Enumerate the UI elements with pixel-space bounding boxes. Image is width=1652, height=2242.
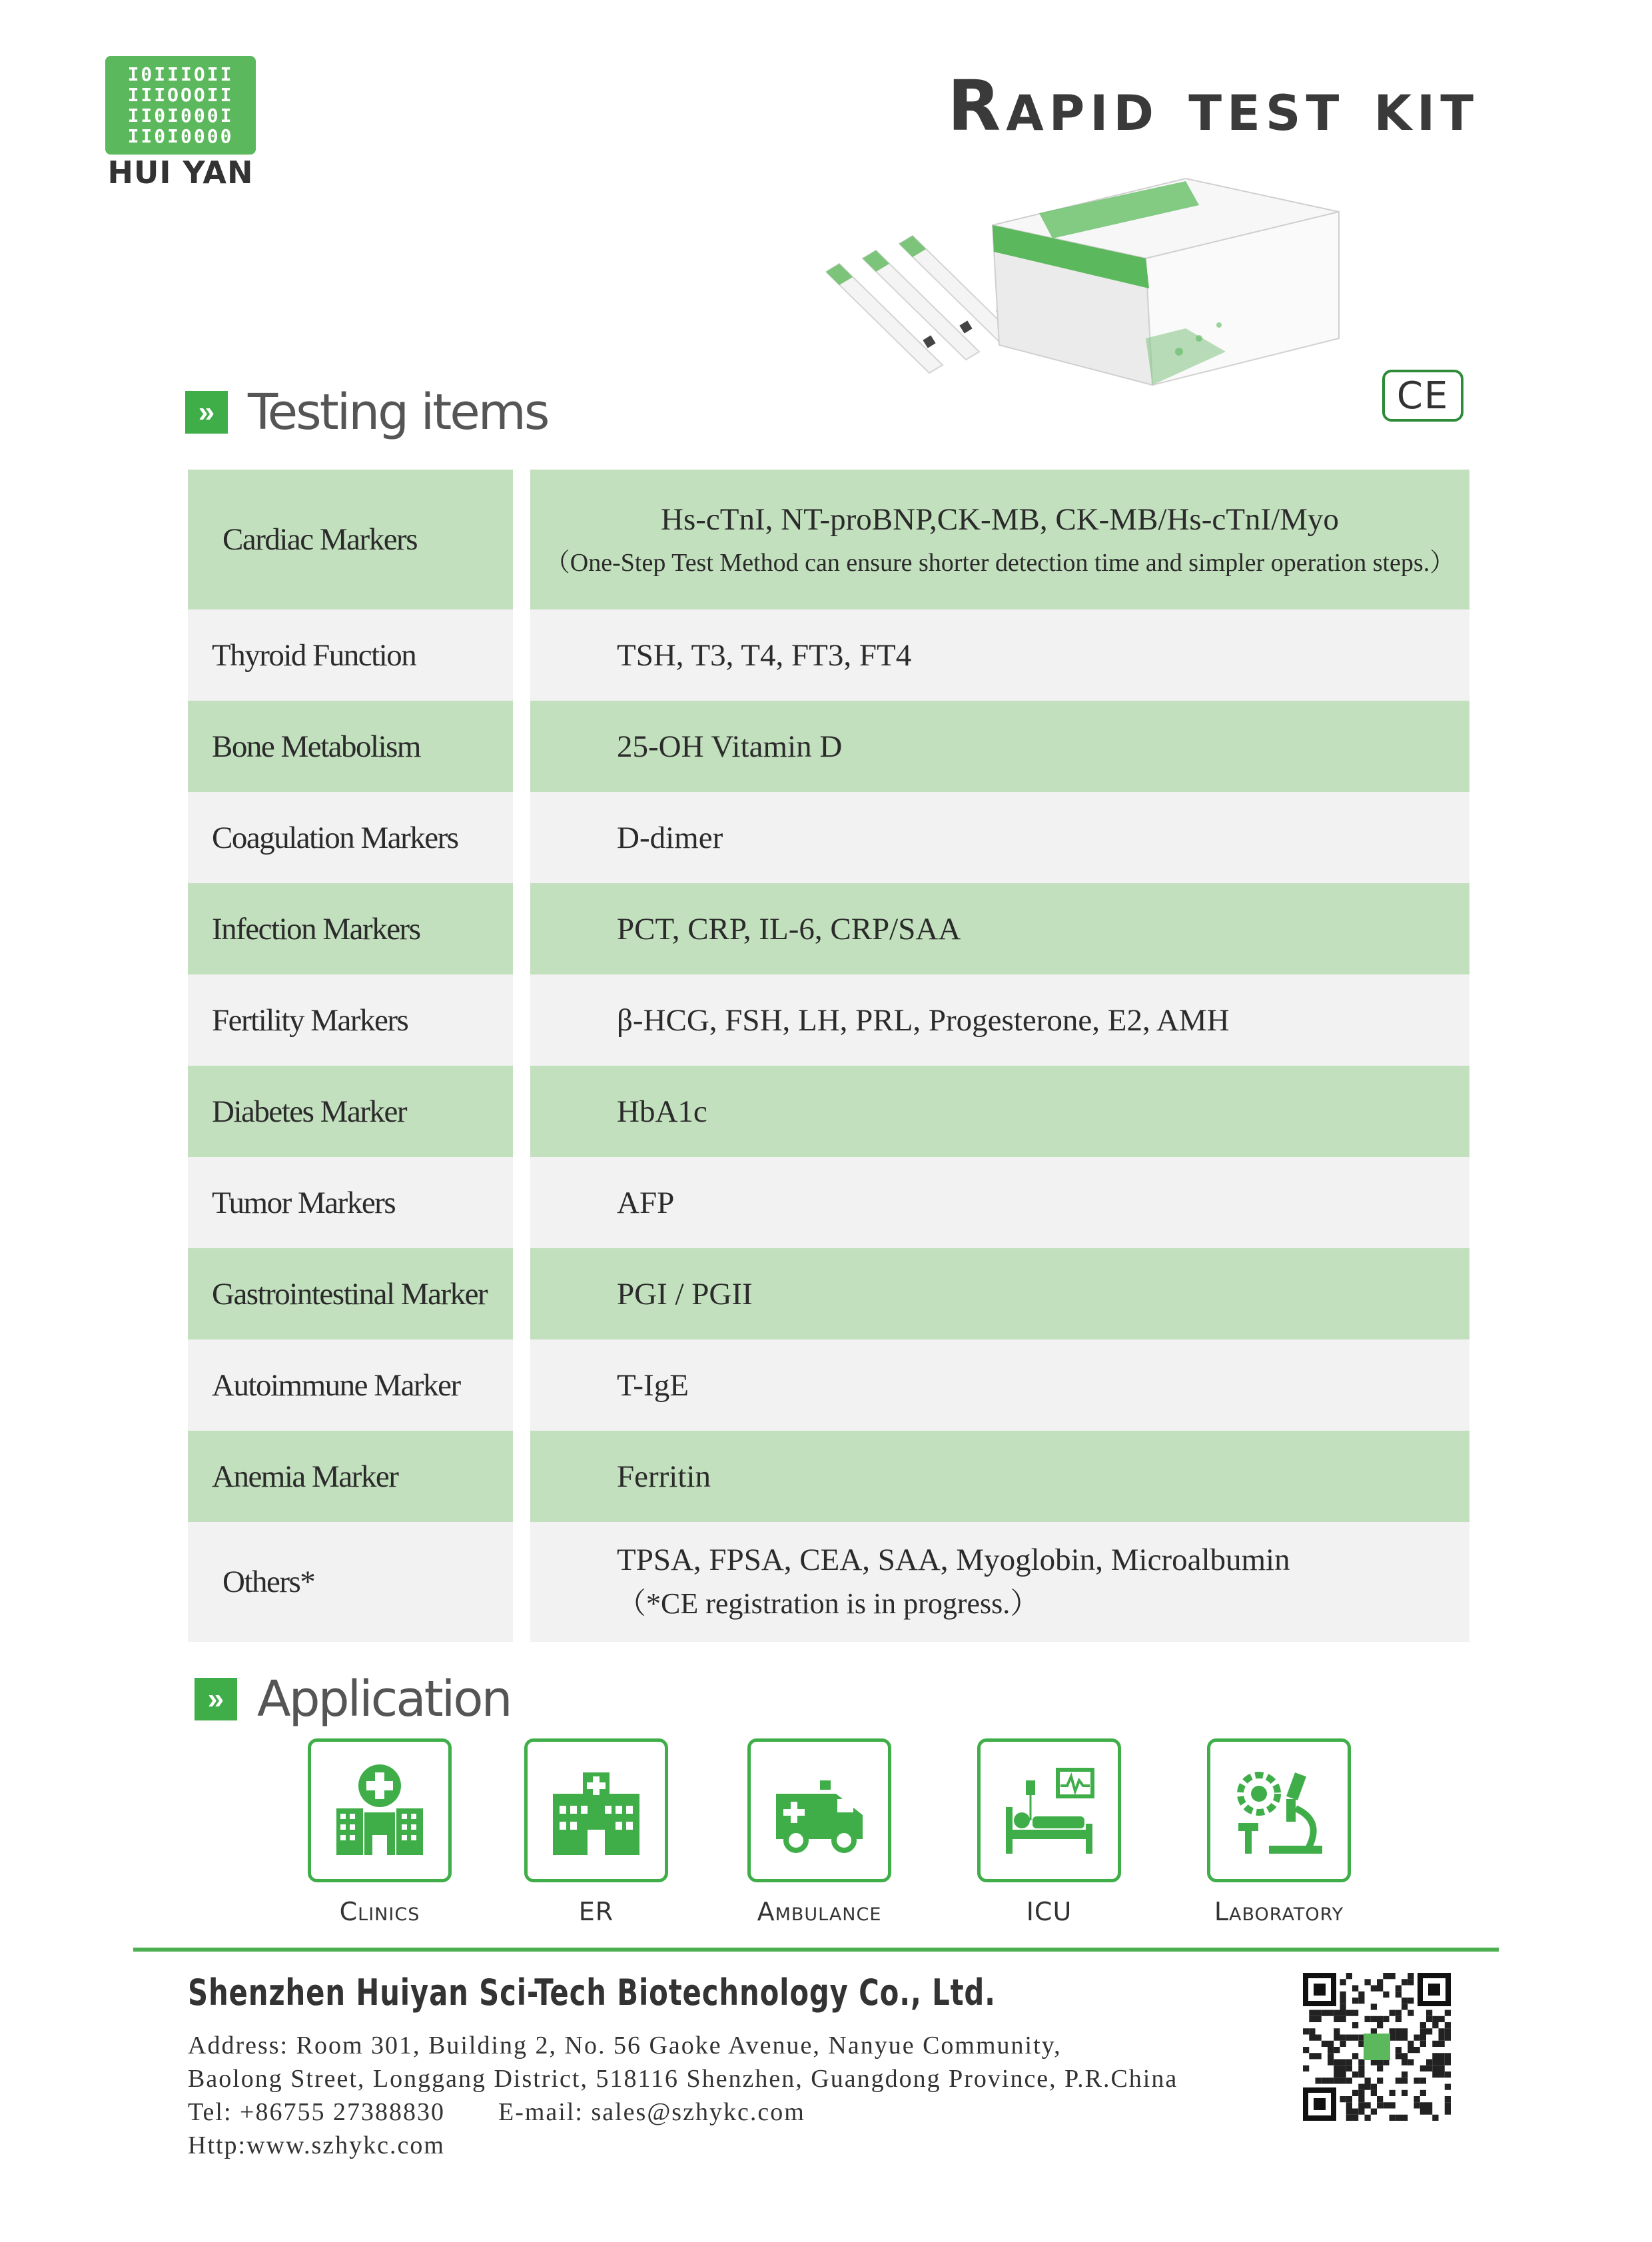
qr-code-icon bbox=[1303, 1973, 1451, 2121]
double-chevron-right-icon: » bbox=[195, 1678, 237, 1720]
application-ambulance bbox=[719, 1738, 919, 1926]
row-value: T-IgE bbox=[530, 1339, 1469, 1431]
product-kit-image bbox=[826, 172, 1359, 392]
logo-binary-row: IIIOOOII bbox=[127, 83, 234, 106]
row-label: Thyroid Function bbox=[188, 609, 513, 701]
table-row bbox=[188, 1066, 1469, 1157]
logo-binary-box bbox=[105, 56, 256, 155]
logo-binary-row: I0IIIOII bbox=[127, 63, 234, 85]
row-value: PCT, CRP, IL-6, CRP/SAA bbox=[530, 883, 1469, 974]
ambulance-icon bbox=[747, 1738, 891, 1882]
table-row bbox=[188, 1339, 1469, 1431]
row-value: Ferritin bbox=[530, 1431, 1469, 1522]
testing-items-header bbox=[185, 384, 548, 441]
ce-mark-badge: CE bbox=[1382, 370, 1463, 422]
row-label: Coagulation Markers bbox=[188, 792, 513, 883]
address-line: Baolong Street, Longgang District, 518116 Shenzhen, Guangdong Province, P.R.China bbox=[188, 2065, 1178, 2093]
table-row bbox=[188, 701, 1469, 792]
kit-box-illustration bbox=[993, 179, 1339, 385]
testing-items-table bbox=[188, 470, 1469, 1642]
row-label: Bone Metabolism bbox=[188, 701, 513, 792]
application-er bbox=[496, 1738, 696, 1926]
testing-items-title: Testing items bbox=[248, 384, 548, 441]
row-value: AFP bbox=[530, 1157, 1469, 1248]
table-row bbox=[188, 1248, 1469, 1339]
telephone: Tel: +86755 27388830 bbox=[188, 2098, 445, 2126]
tel-email-row bbox=[188, 2095, 1178, 2129]
page-title: Rapid test kit bbox=[947, 65, 1479, 147]
row-label: Diabetes Marker bbox=[188, 1066, 513, 1157]
application-label: Clinics bbox=[339, 1897, 420, 1926]
row-label: Anemia Marker bbox=[188, 1431, 513, 1522]
test-strips-illustration bbox=[826, 236, 1016, 373]
row-note: （One-Step Test Method can ensure shorter detection time and simpler operation steps.） bbox=[544, 548, 1455, 577]
table-row bbox=[188, 609, 1469, 701]
row-label: Tumor Markers bbox=[188, 1157, 513, 1248]
table-row bbox=[188, 470, 1469, 609]
application-icu bbox=[949, 1738, 1149, 1926]
application-title: Application bbox=[257, 1671, 511, 1728]
footer-divider bbox=[133, 1948, 1499, 1952]
address-line: Address: Room 301, Building 2, No. 56 Gaoke Avenue, Nanyue Community, bbox=[188, 2032, 1062, 2059]
row-label: Fertility Markers bbox=[188, 974, 513, 1066]
logo-text: HUI YAN bbox=[107, 155, 254, 190]
application-label: Laboratory bbox=[1214, 1897, 1344, 1926]
row-label: Infection Markers bbox=[188, 883, 513, 974]
row-value: β-HCG, FSH, LH, PRL, Progesterone, E2, AMH bbox=[530, 974, 1469, 1066]
row-value-cell bbox=[530, 1522, 1469, 1642]
table-row bbox=[188, 1431, 1469, 1522]
clinic-icon bbox=[308, 1738, 452, 1882]
row-value-cell bbox=[530, 470, 1469, 609]
row-note: （*CE registration is in progress.） bbox=[617, 1587, 1040, 1620]
row-label: Autoimmune Marker bbox=[188, 1339, 513, 1431]
double-chevron-right-icon: » bbox=[185, 391, 228, 434]
email: E-mail: sales@szhykc.com bbox=[498, 2098, 805, 2126]
row-value: TPSA, FPSA, CEA, SAA, Myoglobin, Microalbumin bbox=[617, 1543, 1290, 1577]
table-row bbox=[188, 792, 1469, 883]
application-header bbox=[195, 1671, 510, 1728]
company-name: Shenzhen Huiyan Sci-Tech Biotechnology Co., Ltd. bbox=[188, 1972, 996, 2014]
contact-block bbox=[188, 2029, 1178, 2162]
row-label: Cardiac Markers bbox=[188, 470, 513, 609]
row-value: PGI / PGII bbox=[530, 1248, 1469, 1339]
application-label: Ambulance bbox=[757, 1897, 882, 1926]
application-icons bbox=[0, 1738, 1652, 1938]
row-label: Gastrointestinal Marker bbox=[188, 1248, 513, 1339]
table-row bbox=[188, 883, 1469, 974]
logo-binary-row: II0I0000 bbox=[127, 125, 234, 147]
row-value: Hs-cTnI, NT-proBNP,CK-MB, CK-MB/Hs-cTnI/Myo bbox=[661, 502, 1339, 537]
row-label: Others* bbox=[188, 1522, 513, 1642]
table-row bbox=[188, 1157, 1469, 1248]
logo-binary-row: II0I000I bbox=[127, 104, 234, 127]
row-value: HbA1c bbox=[530, 1066, 1469, 1157]
row-value: TSH, T3, T4, FT3, FT4 bbox=[530, 609, 1469, 701]
table-row bbox=[188, 1522, 1469, 1642]
application-laboratory bbox=[1179, 1738, 1379, 1926]
table-row bbox=[188, 974, 1469, 1066]
er-icon bbox=[524, 1738, 668, 1882]
application-label: ICU bbox=[1026, 1897, 1072, 1926]
row-value: D-dimer bbox=[530, 792, 1469, 883]
icu-icon bbox=[977, 1738, 1121, 1882]
application-clinics bbox=[280, 1738, 480, 1926]
application-label: ER bbox=[578, 1897, 614, 1926]
laboratory-icon bbox=[1207, 1738, 1351, 1882]
website: Http:www.szhykc.com bbox=[188, 2131, 445, 2159]
company-logo bbox=[105, 56, 256, 155]
row-value: 25-OH Vitamin D bbox=[530, 701, 1469, 792]
